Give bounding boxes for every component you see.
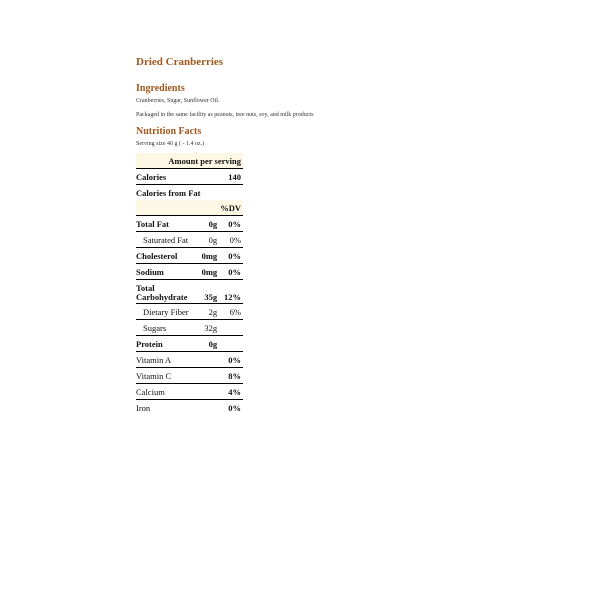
calories-from-fat-label: Calories from Fat — [136, 187, 201, 198]
nutrient-dv: 0% — [228, 402, 241, 413]
nutrient-amount: 2g — [196, 304, 217, 320]
nutrition-table — [136, 153, 243, 415]
nutrient-dv: 0% — [217, 264, 243, 280]
nutrient-label: Vitamin C — [136, 368, 196, 384]
nutrient-amount — [196, 352, 217, 368]
nutrient-label: Saturated Fat — [136, 232, 196, 248]
nutrient-amount: 0g — [196, 216, 217, 232]
nutrient-dv: 8% — [217, 368, 243, 384]
calories-row — [136, 169, 243, 185]
nutrient-row — [136, 384, 243, 400]
nutrient-label: Cholesterol — [136, 248, 196, 264]
nutrient-amount: 0g — [196, 232, 217, 248]
nutrient-dv — [217, 336, 243, 352]
nutrient-row — [136, 352, 243, 368]
nutrient-row — [136, 280, 243, 304]
nutrient-amount: 35g — [196, 280, 217, 304]
nutrition-heading: Nutrition Facts — [136, 126, 202, 137]
nutrient-row — [136, 320, 243, 336]
nutrient-amount: 0mg — [196, 248, 217, 264]
nutrient-row — [136, 232, 243, 248]
nutrient-amount — [196, 384, 217, 400]
nutrient-label: Dietary Fiber — [136, 304, 196, 320]
nutrient-row — [136, 248, 243, 264]
dv-header-row — [136, 200, 243, 216]
nutrient-dv: 0% — [217, 232, 243, 248]
nutrient-row — [136, 400, 243, 416]
nutrient-label: Iron — [136, 402, 151, 413]
nutrient-label: Calcium — [136, 384, 196, 400]
nutrient-row — [136, 368, 243, 384]
serving-size: Serving size 40 g ( - 1.4 oz.) — [136, 141, 205, 147]
nutrient-dv: 0% — [217, 352, 243, 368]
nutrient-amount: 32g — [196, 320, 217, 336]
nutrient-row — [136, 304, 243, 320]
nutrient-label: Sodium — [136, 264, 196, 280]
nutrient-dv: 6% — [217, 304, 243, 320]
dv-header: %DV — [136, 200, 243, 216]
nutrient-row — [136, 216, 243, 232]
nutrient-row — [136, 336, 243, 352]
calories-from-fat-row — [136, 185, 243, 201]
allergen-note: Packaged in the same facility as peanuts, tree nuts, soy, and milk products — [136, 112, 314, 118]
nutrient-dv: 4% — [217, 384, 243, 400]
ingredients-heading: Ingredients — [136, 83, 185, 94]
nutrient-label: Total Carbohydrate — [136, 280, 196, 304]
nutrient-dv: 0% — [217, 248, 243, 264]
nutrient-label: Protein — [136, 336, 196, 352]
nutrient-dv: 12% — [217, 280, 243, 304]
nutrient-label: Total Fat — [136, 216, 196, 232]
nutrient-dv — [217, 320, 243, 336]
nutrient-amount: 0g — [196, 336, 217, 352]
nutrient-amount — [196, 400, 217, 416]
nutrient-amount: 0mg — [196, 264, 217, 280]
nutrient-amount — [196, 368, 217, 384]
nutrient-label: Vitamin A — [136, 352, 196, 368]
product-title: Dried Cranberries — [136, 56, 224, 68]
calories-value: 140 — [217, 169, 243, 185]
calories-label: Calories — [136, 169, 217, 185]
amount-per-serving: Amount per serving — [136, 153, 243, 169]
nutrient-label: Sugars — [136, 320, 196, 336]
ingredients-text: Cranberries, Sugar, Sunflower Oil. — [136, 98, 220, 104]
amount-per-serving-row — [136, 153, 243, 169]
nutrient-dv: 0% — [217, 216, 243, 232]
nutrient-row — [136, 264, 243, 280]
